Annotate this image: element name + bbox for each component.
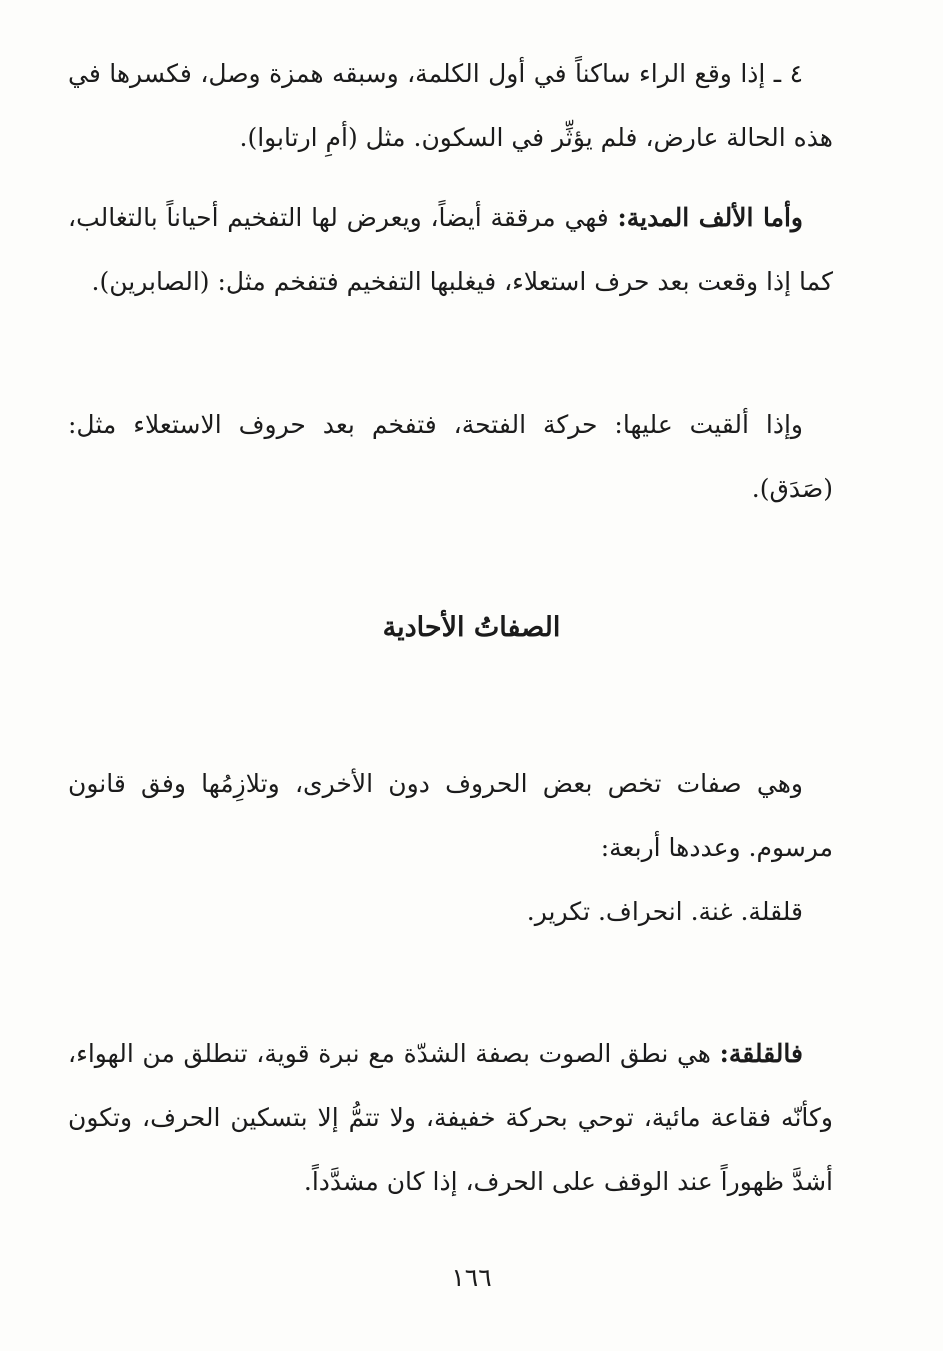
paragraph-alif-madiya <box>68 186 833 314</box>
paragraph-text: وإذا ألقيت عليها: حركة الفتحة، فتفخم بعد حروف الاستعلاء مثل: (صَدَق). <box>68 410 833 503</box>
paragraph-lead-term: وأما الألف المدية: <box>617 203 803 232</box>
paragraph-single-attributes <box>68 752 833 880</box>
paragraph-fatha <box>68 393 833 521</box>
section-heading: الصفاتُ الأحادية <box>382 612 561 643</box>
paragraph-lead-term: فالقلقة: <box>719 1039 803 1068</box>
page-number: ١٦٦ <box>451 1263 492 1292</box>
paragraph-qalqala <box>68 1022 833 1214</box>
paragraph-text: فهي مرققة أيضاً، ويعرض لها التفخيم أحياناً بالتغالب، كما إذا وقعت بعد حرف استعلاء، فيغلبها التفخيم فتفخم مثل: (الصابرين). <box>68 203 833 296</box>
paragraph-ra-sakin <box>68 42 833 170</box>
paragraph-text: ٤ ـ إذا وقع الراء ساكناً في أول الكلمة، وسبقه همزة وصل، فكسرها في هذه الحالة عارض، فلم يؤثِّر في السكون. مثل (أمِ ارتابوا). <box>68 59 833 152</box>
paragraph-text: قلقلة. غنة. انحراف. تكرير. <box>526 897 803 926</box>
paragraph-text: هي نطق الصوت بصفة الشدّة مع نبرة قوية، تنطلق من الهواء، وكأنّه فقاعة مائية، توحي بحركة خفيفة، ولا تتمُّ إلا بتسكين الحرف، وتكون أشدَّ ظهوراً عند الوقف على الحرف، إذا كان مشدَّداً. <box>68 1039 833 1196</box>
paragraph-text: وهي صفات تخص بعض الحروف دون الأخرى، وتلازِمُها وفق قانون مرسوم. وعددها أربعة: <box>68 769 833 862</box>
paragraph-attribute-list <box>68 880 833 944</box>
